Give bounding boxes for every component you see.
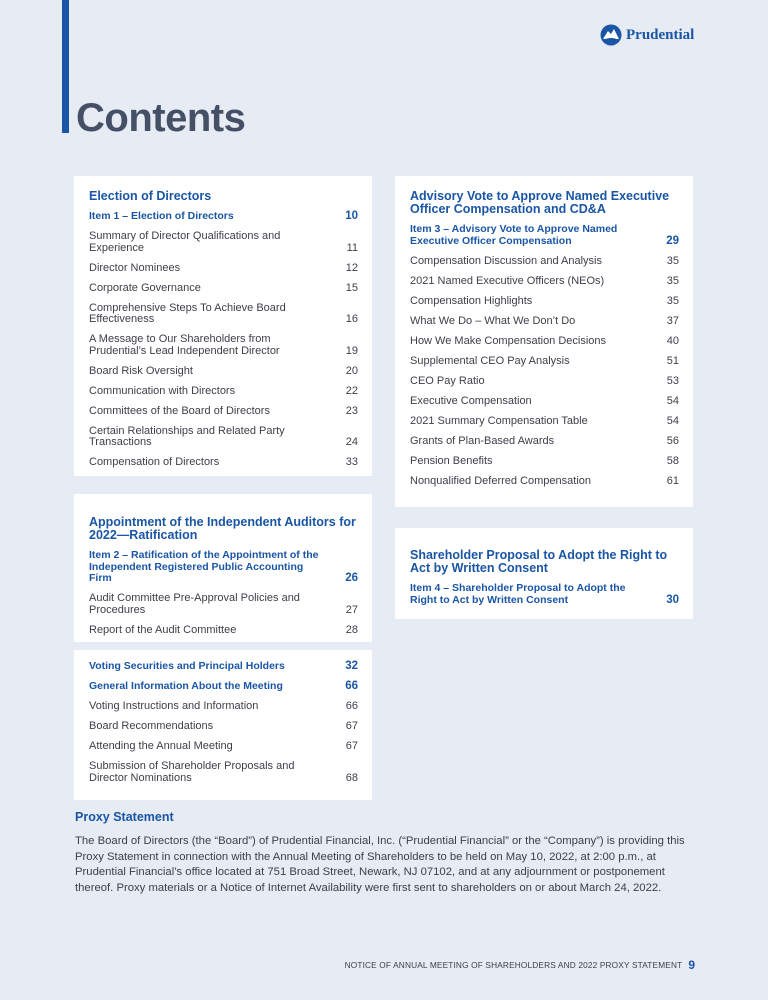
section-title: Shareholder Proposal to Adopt the Right to Act by Written Consent	[410, 548, 668, 575]
toc-entry[interactable]	[410, 396, 679, 408]
toc-entry-page: 26	[345, 572, 358, 584]
toc-entry-label: What We Do – What We Don’t Do	[410, 314, 576, 327]
toc-entry-page: 10	[345, 210, 358, 222]
toc-entry-label: A Message to Our Shareholders from Prudential’s Lead Independent Director	[89, 333, 280, 357]
toc-entry-label: Summary of Director Qualifications and Experience	[89, 230, 281, 254]
section-title: Appointment of the Independent Auditors for 2022—Ratification	[89, 515, 356, 542]
toc-entry-page: 37	[666, 314, 679, 327]
toc-entry-page: 35	[666, 274, 679, 287]
auditors-section	[74, 494, 372, 642]
toc-entry-label: Corporate Governance	[89, 281, 201, 294]
toc-entry[interactable]	[89, 741, 358, 753]
toc-entry-page: 56	[666, 434, 679, 447]
toc-entry-page: 29	[666, 234, 679, 247]
toc-entry-page: 67	[345, 720, 358, 732]
toc-entry-page: 54	[666, 394, 679, 407]
toc-entry-page: 32	[345, 660, 358, 672]
section-title: Advisory Vote to Approve Named Executive Officer Compensation and CD&A	[410, 189, 670, 216]
toc-entry-page: 22	[345, 384, 358, 397]
page-number: 9	[688, 958, 695, 972]
toc-entry[interactable]	[410, 476, 679, 488]
toc-entry-page: 40	[666, 334, 679, 347]
toc-entry-label: Director Nominees	[89, 261, 181, 274]
toc-entry-page: 54	[666, 414, 679, 427]
toc-entry-label: Compensation of Directors	[89, 456, 220, 468]
toc-entry-label: Comprehensive Steps To Achieve Board Effectiveness	[89, 301, 286, 325]
toc-entry[interactable]	[89, 386, 358, 398]
rock-icon	[600, 24, 622, 46]
toc-entry-page: 51	[666, 354, 679, 367]
toc-entry-label: Voting Instructions and Information	[89, 700, 259, 712]
toc-entry-label: 2021 Named Executive Officers (NEOs)	[410, 274, 605, 287]
toc-entry[interactable]	[89, 303, 358, 326]
toc-entry-page: 67	[345, 740, 358, 752]
toc-entry-page: 16	[345, 313, 358, 325]
toc-entry-page: 35	[666, 254, 679, 267]
toc-entry-label: Audit Committee Pre-Approval Policies and Procedures	[89, 592, 300, 616]
toc-entry-label: Item 2 – Ratification of the Appointment of the Independent Registered Public Accounting Firm	[89, 549, 319, 584]
toc-entry[interactable]	[89, 211, 358, 223]
advisory-vote-section	[395, 176, 693, 507]
toc-entry[interactable]	[410, 356, 679, 368]
toc-entry-label: Attending the Annual Meeting	[89, 740, 233, 752]
toc-entry[interactable]	[410, 456, 679, 468]
toc-entry[interactable]	[89, 721, 358, 733]
toc-entry[interactable]	[89, 283, 358, 295]
toc-entry-label: Executive Compensation	[410, 394, 532, 407]
toc-entry-page: 61	[666, 474, 679, 487]
toc-entry-label: Pension Benefits	[410, 454, 493, 467]
toc-entry[interactable]	[410, 416, 679, 428]
accent-bar	[62, 0, 69, 133]
toc-entry-page: 28	[345, 623, 358, 636]
toc-entry-label: How We Make Compensation Decisions	[410, 334, 607, 347]
toc-entry-label: CEO Pay Ratio	[410, 374, 485, 387]
toc-entry-page: 20	[345, 364, 358, 377]
toc-entry[interactable]	[89, 457, 358, 469]
toc-entry[interactable]	[410, 376, 679, 388]
toc-entry[interactable]	[89, 426, 358, 449]
toc-entry[interactable]	[89, 406, 358, 418]
toc-entry-page: 35	[666, 294, 679, 307]
toc-entry[interactable]	[410, 296, 679, 308]
toc-entry-page: 27	[345, 603, 358, 616]
toc-entry-label: Submission of Shareholder Proposals and Director Nominations	[89, 760, 295, 784]
toc-entry[interactable]	[410, 436, 679, 448]
toc-entry[interactable]	[410, 316, 679, 328]
toc-entry-page: 30	[666, 593, 679, 606]
toc-entry-page: 11	[346, 241, 358, 254]
toc-entry-label: Compensation Highlights	[410, 294, 533, 307]
toc-entry[interactable]	[410, 583, 679, 606]
toc-entry-page: 66	[345, 700, 358, 712]
toc-entry[interactable]	[89, 263, 358, 275]
toc-entry-label: Compensation Discussion and Analysis	[410, 254, 602, 267]
toc-entry[interactable]	[89, 550, 358, 585]
toc-entry[interactable]	[89, 231, 358, 254]
toc-entry-label: Item 1 – Election of Directors	[89, 210, 234, 222]
toc-entry[interactable]	[89, 761, 358, 784]
toc-entry[interactable]	[410, 276, 679, 288]
toc-entry-page: 23	[345, 404, 358, 417]
toc-entry-label: Nonqualified Deferred Compensation	[410, 474, 591, 487]
toc-entry-page: 19	[345, 344, 358, 357]
toc-entry-page: 68	[345, 771, 358, 784]
toc-entry-label: General Information About the Meeting	[89, 680, 283, 692]
toc-entry[interactable]	[410, 336, 679, 348]
proxy-heading: Proxy Statement	[75, 810, 174, 824]
toc-entry-label: Certain Relationships and Related Party Transactions	[89, 424, 285, 448]
toc-entry-page: 58	[666, 454, 679, 467]
brand-name: Prudential	[626, 26, 695, 43]
toc-entry[interactable]	[89, 366, 358, 378]
toc-entry-label: Committees of the Board of Directors	[89, 404, 270, 417]
toc-entry-label: 2021 Summary Compensation Table	[410, 414, 588, 427]
toc-entry-label: Item 4 – Shareholder Proposal to Adopt the Right to Act by Written Consent	[410, 582, 626, 606]
toc-entry-page: 24	[345, 436, 358, 448]
toc-entry-page: 66	[345, 680, 358, 692]
toc-entry-page: 12	[345, 261, 358, 274]
toc-entry-label: Board Recommendations	[89, 720, 214, 732]
section-title: Election of Directors	[89, 189, 212, 203]
page-title: Contents	[76, 96, 246, 140]
proxy-statement	[75, 810, 695, 896]
toc-entry[interactable]	[89, 334, 358, 357]
toc-entry-label: Supplemental CEO Pay Analysis	[410, 354, 570, 367]
toc-entry-label: Item 3 – Advisory Vote to Approve Named Executive Officer Compensation	[410, 223, 618, 247]
toc-entry-page: 33	[345, 456, 358, 468]
footer-text: NOTICE OF ANNUAL MEETING OF SHAREHOLDERS AND 2022 PROXY STATEMENT	[344, 960, 683, 970]
toc-entry[interactable]	[410, 224, 679, 247]
toc-entry[interactable]	[89, 593, 358, 616]
toc-entry[interactable]	[89, 701, 358, 713]
proxy-body: The Board of Directors (the “Board”) of Prudential Financial, Inc. (“Prudential Financial” or the “Company”) is providing this Proxy Statement in connection with the Annual Meeting of Shareholders to be held on May 10, 2022, at 2:00 p.m., at Prudential Financial’s office located at 751 Broad Street, Newark, NJ 07102, and at any adjournment or postponement thereof. Proxy materials or a Notice of Internet Availability were first sent to shareholders on or about March 24, 2022.	[75, 835, 685, 894]
shareholder-proposal-section	[395, 528, 693, 619]
other-items-section	[74, 650, 372, 800]
toc-entry-label: Board Risk Oversight	[89, 364, 193, 377]
toc-entry-label: Communication with Directors	[89, 384, 236, 397]
prudential-logo	[600, 24, 694, 46]
toc-entry[interactable]	[89, 625, 358, 637]
election-section	[74, 176, 372, 476]
toc-entry-label: Report of the Audit Committee	[89, 623, 237, 636]
toc-entry-page: 53	[666, 374, 679, 387]
toc-entry[interactable]	[89, 661, 358, 673]
page-footer	[345, 958, 695, 972]
toc-entry-page: 15	[345, 281, 358, 294]
toc-entry-label: Voting Securities and Principal Holders	[89, 660, 285, 672]
toc-entry[interactable]	[410, 256, 679, 268]
toc-entry-label: Grants of Plan-Based Awards	[410, 434, 555, 447]
toc-entry[interactable]	[89, 681, 358, 693]
